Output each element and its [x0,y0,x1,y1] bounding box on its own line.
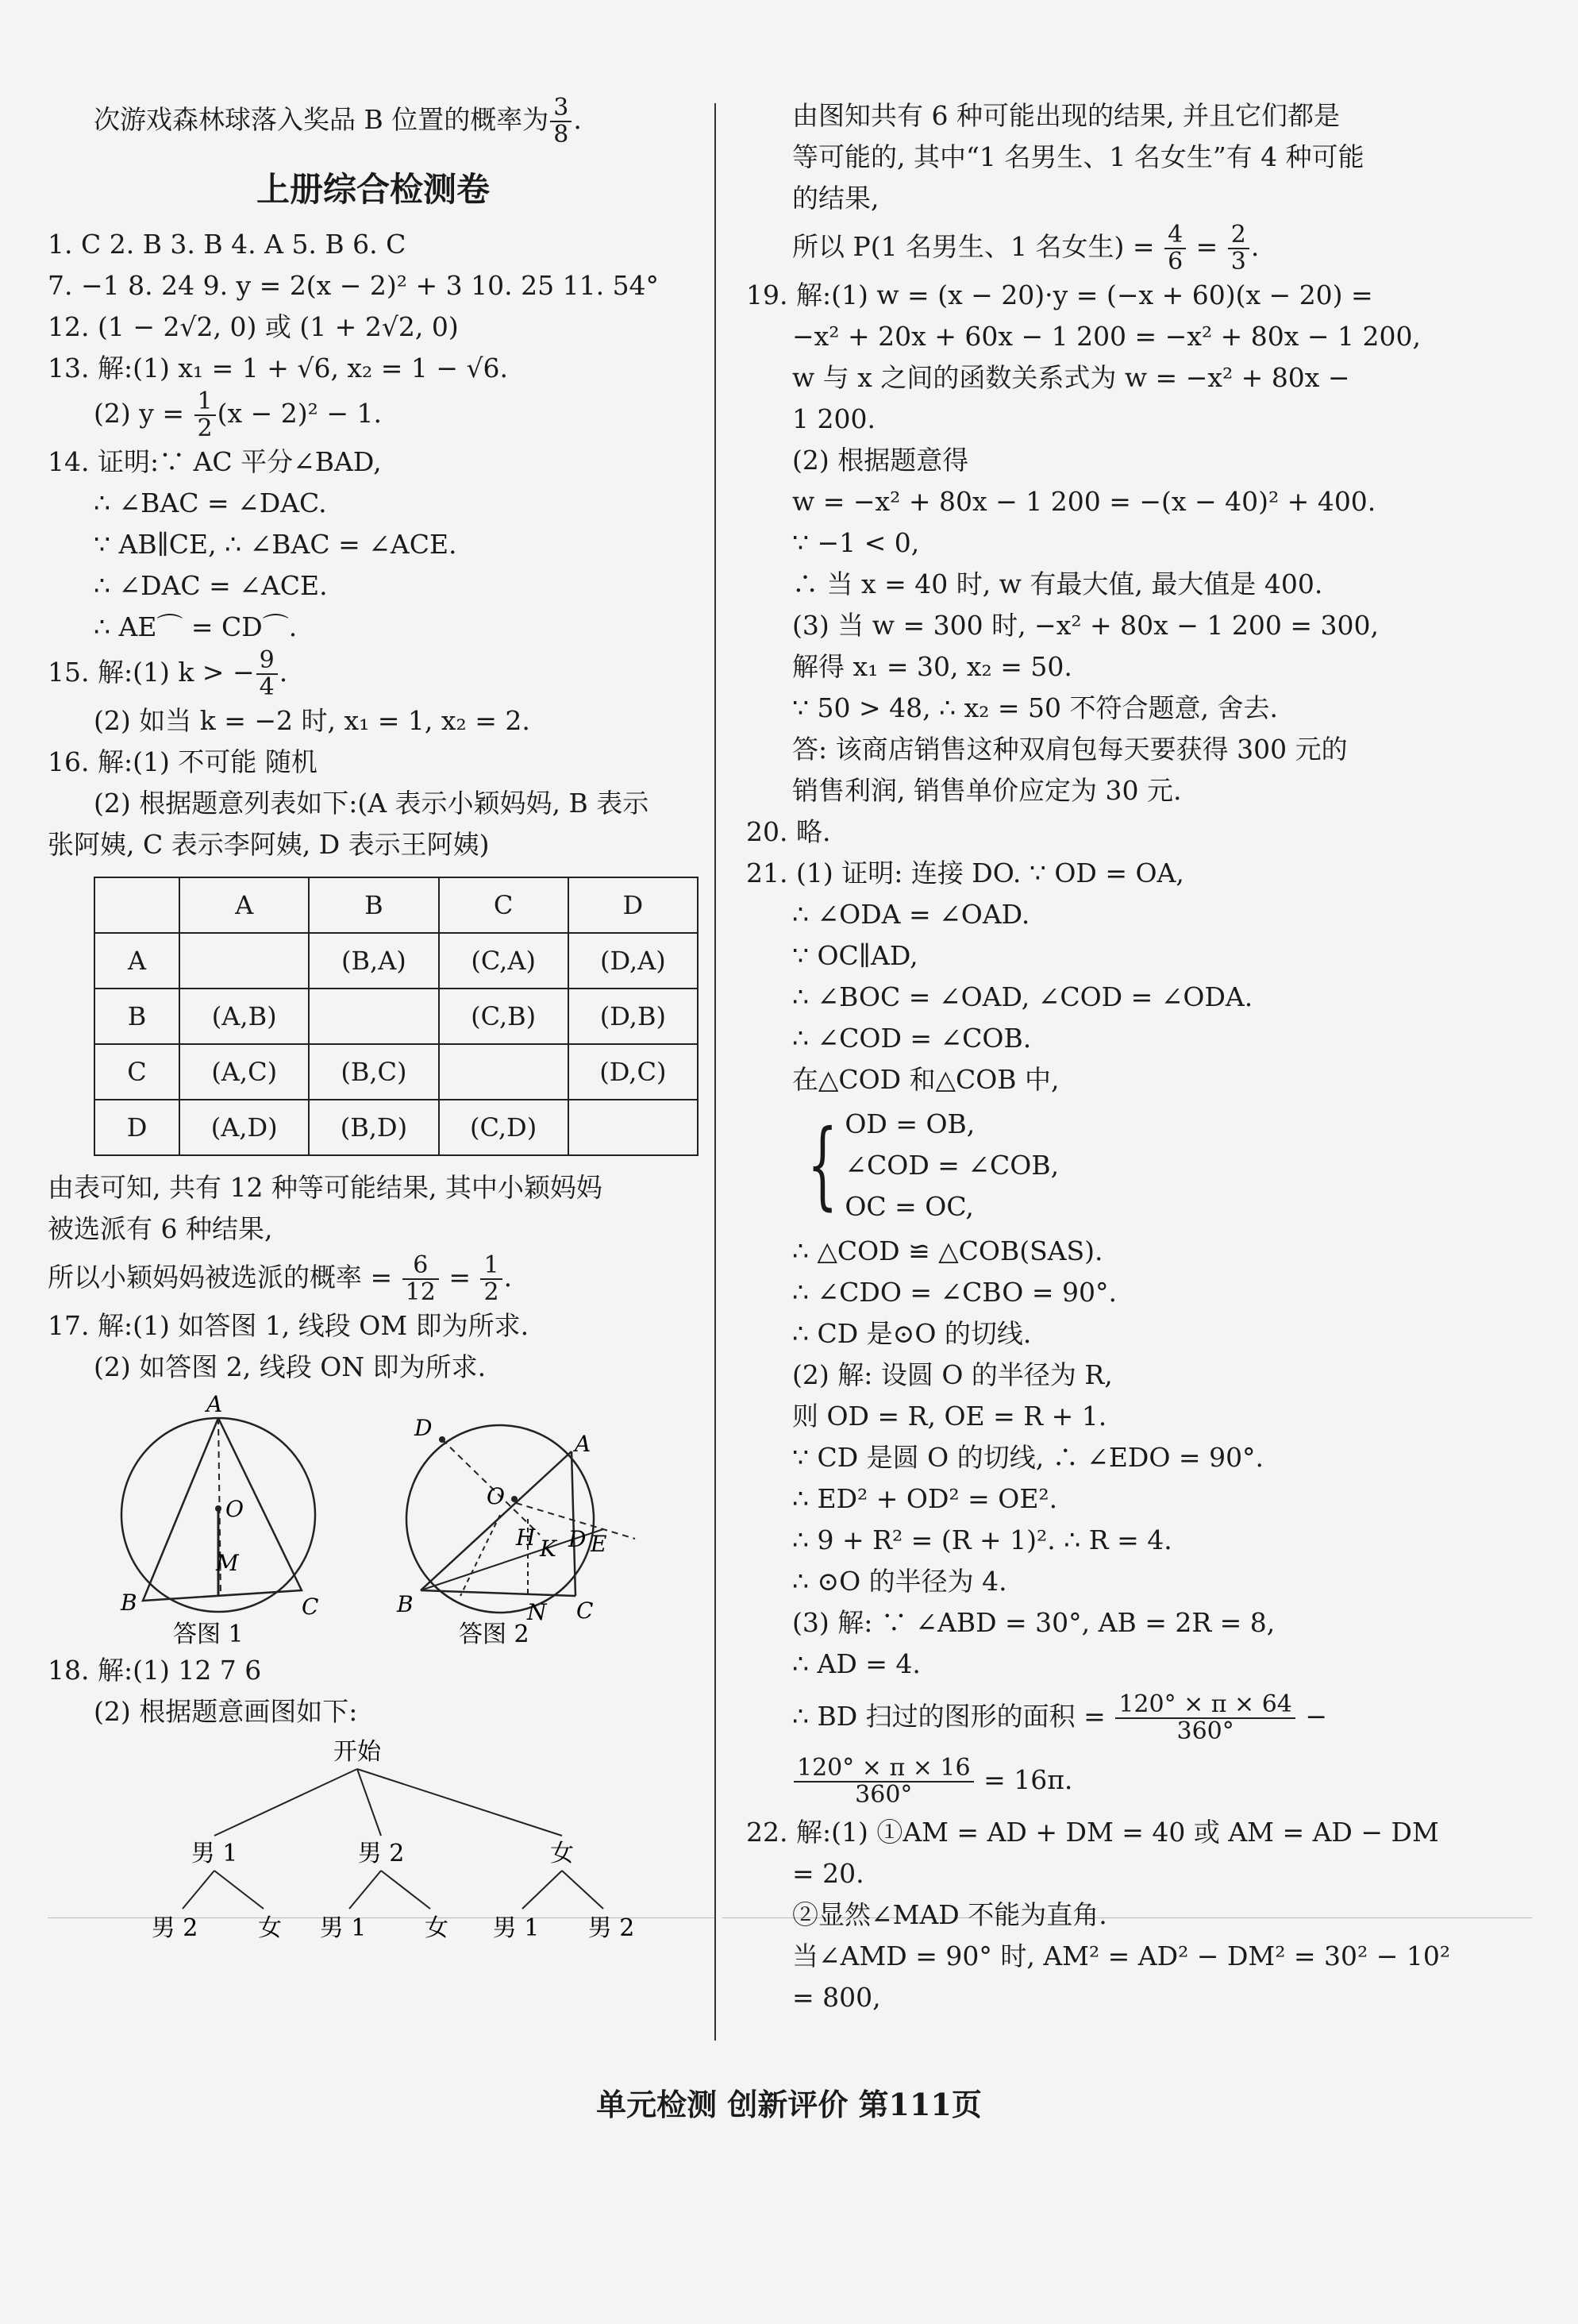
table-cell: (A,D) [179,1100,309,1155]
answer-14-line: ∴ AE⌒ = CD⌒. [94,611,298,642]
table-cell [94,877,179,933]
area-minus: − [1305,1701,1328,1732]
fraction [402,1253,439,1305]
answer-19-line: −x² + 20x + 60x − 1 200 = −x² + 80x − 1 200, [792,321,1421,352]
r4-pre: 所以 P(1 名男生、1 名女生) = [792,231,1155,262]
answer-21-line: ∴ ∠BOC = ∠OAD, ∠COD = ∠ODA. [792,981,1253,1012]
fig1-caption: 答图 1 [173,1621,244,1648]
tree-leaf: 男 1 [492,1914,540,1942]
answer-15-part2: (2) 如当 k = −2 时, x₁ = 1, x₂ = 2. [94,705,530,736]
answer-22-line: = 800, [792,1982,881,2013]
numerator: 120° × π × 16 [794,1756,974,1783]
right-column [746,95,1484,2018]
answer-20: 20. 略. [746,816,831,847]
fraction [794,1756,974,1808]
answer-21-line: 则 OD = R, OE = R + 1. [792,1401,1107,1432]
left-column [48,95,699,1971]
tree-node: 男 2 [357,1840,405,1867]
numerator: 1 [194,389,216,416]
table-cell: (A,C) [179,1044,309,1100]
fraction [194,389,216,441]
tree-node: 男 1 [191,1840,238,1867]
answer-21-line: ∵ CD 是圆 O 的切线, ∴ ∠EDO = 90°. [792,1442,1264,1473]
tree-branch [562,1871,603,1909]
answer-15-part1: 15. 解:(1) k > − $\frac{9}{4}$ . [48,646,288,701]
outcome-table [94,877,699,1156]
tree-branch [214,1769,357,1836]
answer-21-line: ∴ AD = 4. [792,1648,921,1679]
table-row [94,989,698,1044]
answer-16-part2: (2) 根据题意列表如下:(A 表示小颖妈妈, B 表示 [94,788,649,819]
answer-19-line: 解得 x₁ = 30, x₂ = 50. [792,651,1072,682]
tree-root: 开始 [333,1738,381,1766]
answer-13-part2 [48,389,699,441]
answer-14-line: 14. 证明:∵ AC 平分∠BAD, [48,446,382,477]
fraction [256,648,278,700]
answer-19-line: ∵ 50 > 48, ∴ x₂ = 50 不符合题意, 舍去. [792,692,1278,723]
table-cell [439,1044,568,1100]
fig1-center [215,1505,221,1512]
answer-17-part1: 17. 解:(1) 如答图 1, 线段 OM 即为所求. [48,1310,529,1341]
table-cell: (D,B) [568,989,698,1044]
tree-branch [183,1871,214,1909]
fig2-label: C [576,1598,594,1624]
tree-leaf: 男 1 [319,1914,367,1942]
table-row [94,1044,698,1100]
answer-16-part1: 16. 解:(1) 不可能 随机 [48,746,318,777]
numerator: 4 [1164,222,1186,249]
q16f-pre: 所以小颖妈妈被选派的概率 = [48,1262,393,1293]
fig2-label: D [568,1526,587,1552]
fig1-label: C [302,1594,319,1620]
fig2-point [439,1436,445,1443]
fraction [480,1253,502,1305]
table-cell: D [568,877,698,933]
answer-19-line: 销售利润, 销售单价应定为 30 元. [792,775,1182,806]
answer-19-line: (3) 当 w = 300 时, −x² + 80x − 1 200 = 300, [792,610,1379,641]
denominator: 360° [855,1781,913,1809]
fig2-circle [406,1425,594,1613]
table-cell [179,933,309,989]
answer-17-part2: (2) 如答图 2, 线段 ON 即为所求. [94,1351,487,1382]
table-cell: (C,D) [439,1100,568,1155]
area-result: = 16π. [983,1764,1073,1795]
tree-branch [357,1769,562,1836]
numerator: 120° × π × 64 [1115,1692,1295,1719]
answer-19-line: w = −x² + 80x − 1 200 = −(x − 40)² + 400. [792,486,1376,517]
answer-16-conclusion: 被选派有 6 种结果, [48,1213,273,1244]
table-cell [568,1100,698,1155]
table-cell: C [94,1044,179,1100]
answer-21-line: ∴ ∠ODA = ∠OAD. [792,899,1030,930]
geometry-figures [48,1388,699,1650]
answer-21-line: ∴ CD 是⊙O 的切线. [792,1318,1032,1349]
q15a-pre: 15. 解:(1) k > − [48,657,255,688]
fig2-label: E [591,1531,607,1557]
numerator: 6 [402,1253,439,1280]
table-cell: (D,C) [568,1044,698,1100]
table-row [94,1100,698,1155]
denominator: 2 [483,1278,499,1306]
numerator: 2 [1228,222,1249,249]
answer-21-line: ∴ ∠CDO = ∠CBO = 90°. [792,1277,1117,1308]
answer-19-line: 答: 该商店销售这种双肩包每天要获得 300 元的 [792,734,1348,765]
answer-21-line: ∵ OC∥AD, [792,940,918,971]
answer-21-line: ∴ 9 + R² = (R + 1)². ∴ R = 4. [792,1524,1172,1555]
answer-18-cont: 等可能的, 其中“1 名男生、1 名女生”有 4 种可能 [792,141,1364,172]
answer-21-line: 21. (1) 证明: 连接 DO. ∵ OD = OA, [746,858,1184,888]
fig1-label: A [206,1391,223,1417]
tree-node: 女 [550,1840,574,1867]
denominator: 12 [405,1278,436,1306]
section-title: 上册综合检测卷 [256,170,490,209]
tree-svg [48,1732,699,1971]
tree-branch [357,1769,381,1836]
answer-18-cont: 的结果, [792,183,879,214]
answer-16-conclusion: 由表可知, 共有 12 种等可能结果, 其中小颖妈妈 [48,1172,602,1203]
fig2-label: D [414,1415,433,1441]
table-cell: A [179,877,309,933]
fig2-dashed-line [460,1515,500,1596]
answer-16-probability: 所以小颖妈妈被选派的概率 = $\frac{6}{12}$ = $\frac{1}{2}$ . [48,1251,513,1306]
table-row [94,877,698,933]
table-cell: C [439,877,568,933]
tree-diagram [48,1732,699,1971]
system-line: OC = OC, [845,1191,974,1222]
answer-22-line: 22. 解:(1) ①AM = AD + DM = 40 或 AM = AD − DM [746,1817,1439,1848]
answer-21-line: ∴ △COD ≌ △COB(SAS). [792,1235,1103,1266]
answer-21-line: ∴ ED² + OD² = OE². [792,1483,1058,1514]
table-cell: (B,D) [309,1100,438,1155]
answer-13-part1: 13. 解:(1) x₁ = 1 + √6, x₂ = 1 − √6. [48,353,509,383]
answer-18-probability: 所以 P(1 名男生、1 名女生) = $\frac{4}{6}$ = $\frac{2}{3}$ . [792,221,1260,276]
table-cell: (A,B) [179,989,309,1044]
fraction [1115,1692,1295,1744]
equation-system [746,1100,1484,1231]
fig2-point [511,1496,518,1502]
fig2-label: K [540,1536,556,1562]
table-cell: (B,C) [309,1044,438,1100]
tree-branch [214,1871,264,1909]
answer-16-part2b: 张阿姨, C 表示李阿姨, D 表示王阿姨) [48,829,490,860]
fig1-label: B [121,1590,137,1616]
answer-19-line: 19. 解:(1) w = (x − 20)·y = (−x + 60)(x − 20) = [746,279,1373,310]
answer-21-line: 在△COD 和△COB 中, [792,1064,1060,1095]
fig2-caption: 答图 2 [459,1621,529,1648]
answer-22-line: = 20. [792,1858,864,1889]
q13b-post: (x − 2)² − 1. [217,398,382,429]
answer-21-line: ∴ ⊙O 的半径为 4. [792,1566,1007,1597]
table-cell: (D,A) [568,933,698,989]
answer-14-line: ∵ AB∥CE, ∴ ∠BAC = ∠ACE. [94,529,457,560]
area-pre: ∴ BD 扫过的图形的面积 = [792,1701,1106,1732]
answer-21-area-cont [746,1748,1484,1812]
answer-19-line: ∵ −1 < 0, [792,527,920,558]
fig2-line [572,1451,575,1596]
tree-branch [349,1871,381,1909]
numerator: 3 [550,95,572,122]
q13b-pre: (2) y = [94,398,185,429]
table-row [94,933,698,989]
answer-19-line: w 与 x 之间的函数关系式为 w = −x² + 80x − [792,362,1350,393]
numerator: 1 [480,1253,502,1280]
answer-18-part2: (2) 根据题意画图如下: [94,1696,358,1727]
denominator: 8 [553,121,569,148]
table-cell: A [94,933,179,989]
brace-icon: { [807,1110,838,1220]
system-line: ∠COD = ∠COB, [845,1150,1060,1181]
table-cell: (C,B) [439,989,568,1044]
answer-22-line: ②显然∠MAD 不能为直角. [792,1899,1107,1930]
answer-21-line: ∴ ∠COD = ∠COB. [792,1023,1032,1054]
tree-leaf: 女 [258,1914,282,1942]
denominator: 3 [1230,248,1246,276]
table-cell: B [94,989,179,1044]
system-lines [845,1104,1059,1228]
figures-17 [48,1388,699,1650]
denominator: 360° [1176,1717,1234,1745]
system-line: OD = OB, [845,1108,976,1139]
numerator: 9 [256,648,278,675]
fraction [550,95,572,148]
table-cell [309,989,438,1044]
fraction [1228,222,1249,275]
tree-leaf: 男 2 [587,1914,635,1942]
column-divider [714,103,716,2041]
answers-1-6: 1. C 2. B 3. B 4. A 5. B 6. C [48,229,406,260]
tree-branch [522,1871,562,1909]
table-cell: D [94,1100,179,1155]
answer-18-cont: 由图知共有 6 种可能出现的结果, 并且它们都是 [792,100,1340,131]
fig2-label: B [397,1591,414,1617]
table-cell: B [309,877,438,933]
fig2-label: O [487,1483,505,1509]
fig2-label: N [527,1599,547,1625]
answers-7-11: 7. −1 8. 24 9. y = 2(x − 2)² + 3 10. 25 11. 54° [48,270,660,301]
answer-18-part1: 18. 解:(1) 12 7 6 [48,1655,262,1686]
fig1-label: M [216,1550,239,1576]
prev-answer-text: 次游戏森林球落入奖品 B 位置的概率为 [94,104,549,135]
denominator: 2 [197,414,213,442]
answer-21-line: (2) 解: 设圆 O 的半径为 R, [792,1359,1113,1390]
fig2-label: H [516,1524,536,1551]
prev-answer-line: 次游戏森林球落入奖品 B 位置的概率为 $\frac{3}{8}$ . [94,94,582,148]
answer-19-line: 1 200. [792,403,876,434]
page-footer: 单元检测 创新评价 第111页 [596,2087,982,2122]
fraction [1164,222,1186,275]
table-cell: (C,A) [439,933,568,989]
table-cell: (B,A) [309,933,438,989]
denominator: 6 [1168,248,1184,276]
answer-12: 12. (1 − 2√2, 0) 或 (1 + 2√2, 0) [48,311,459,342]
fig1-label: O [225,1496,244,1522]
answer-21-line: (3) 解: ∵ ∠ABD = 30°, AB = 2R = 8, [792,1607,1276,1638]
answer-22-line: 当∠AMD = 90° 时, AM² = AD² − DM² = 30² − 10² [792,1941,1451,1971]
answer-19-line: ∴ 当 x = 40 时, w 有最大值, 最大值是 400. [792,568,1323,599]
fig2-label: A [575,1431,591,1457]
tree-branch [381,1871,430,1909]
answer-21-area [746,1685,1484,1748]
fig2-line [421,1451,572,1590]
denominator: 4 [259,673,275,701]
answer-14-line: ∴ ∠BAC = ∠DAC. [94,488,327,518]
tree-leaf: 女 [425,1914,448,1942]
answer-19-line: (2) 根据题意得 [792,445,969,476]
answer-14-line: ∴ ∠DAC = ∠ACE. [94,570,328,601]
tree-leaf: 男 2 [151,1914,198,1942]
